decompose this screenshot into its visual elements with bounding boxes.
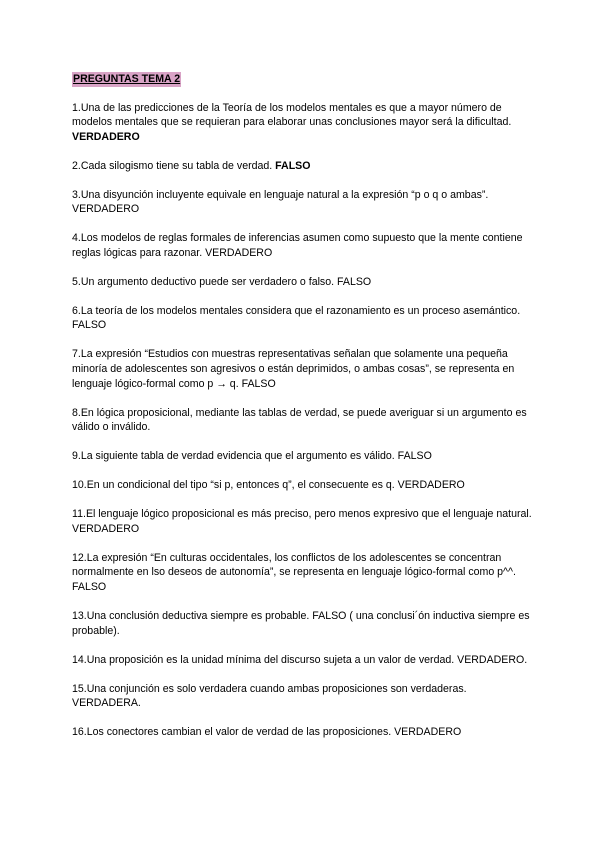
question-text: 8.En lógica proposicional, mediante las tablas de verdad, se puede averiguar si un argumento es válido o inválido. [72,406,527,434]
question-2 [72,159,532,174]
question-10 [72,478,532,493]
question-text: 14.Una proposición es la unidad mínima del discurso sujeta a un valor de verdad. VERDADERO. [72,653,528,666]
question-11 [72,507,532,536]
question-text: 15.Una conjunción es solo verdadera cuando ambas proposiciones son verdaderas. VERDADERA. [72,682,467,710]
question-15 [72,682,532,711]
question-answer: VERDADERO [72,130,140,143]
question-13 [72,609,532,638]
question-6 [72,304,532,333]
question-3 [72,188,532,217]
document-title: PREGUNTAS TEMA 2 [73,73,181,85]
question-7 [72,347,532,391]
question-text: 12.La expresión “En culturas occidentales, los conflictos de los adolescentes se concentran normalmente en lso deseos de autonomía”, se representa en lenguaje lógico-formal como p^^. FALSO [72,551,516,593]
question-12 [72,551,532,595]
question-text: 1.Una de las predicciones de la Teoría de los modelos mentales es que a mayor número de modelos mentales que se requieran para elaborar unas conclusiones mayor será la dificultad. [72,101,512,129]
question-14 [72,653,532,668]
document-page [72,72,532,754]
question-text: 6.La teoría de los modelos mentales considera que el razonamiento es un proceso asemántico. FALSO [72,304,521,332]
question-answer: FALSO [275,159,311,172]
question-text: 4.Los modelos de reglas formales de inferencias asumen como supuesto que la mente contiene reglas lógicas para razonar. VERDADERO [72,232,523,259]
question-16 [72,725,532,740]
question-1 [72,101,532,145]
question-text: 11.El lenguaje lógico proposicional es más preciso, pero menos expresivo que el lenguaje natural. VERDADERO [72,508,532,535]
question-text: 7.La expresión “Estudios con muestras representativas señalan que solamente una pequeña minoría de adolescentes son agresivos o están deprimidos, o ambas cosas”, se representa en lenguaje lógico-formal como p → q. FALSO [72,348,515,390]
question-5 [72,275,532,290]
question-9 [72,449,532,464]
question-text: 5.Un argumento deductivo puede ser verdadero o falso. FALSO [72,275,372,288]
question-8 [72,406,532,435]
question-text: 10.En un condicional del tipo “si p, entonces q”, el consecuente es q. VERDADERO [72,479,465,492]
question-text: 13.Una conclusión deductiva siempre es probable. FALSO ( una conclusi´ón inductiva siempre es probable). [72,609,530,637]
question-text: 2.Cada silogismo tiene su tabla de verdad. [72,159,276,172]
question-text: 3.Una disyunción incluyente equivale en lenguaje natural a la expresión “p o q o ambas”. VERDADERO [72,188,489,216]
question-text: 9.La siguiente tabla de verdad evidencia que el argumento es válido. FALSO [72,450,432,463]
question-text: 16.Los conectores cambian el valor de verdad de las proposiciones. VERDADERO [72,726,462,739]
question-4 [72,231,532,260]
